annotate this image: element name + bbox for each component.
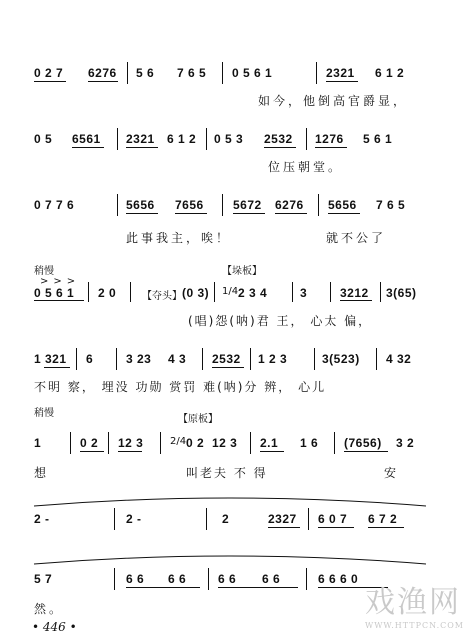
note-group: 6 6 (168, 572, 187, 586)
barline (114, 568, 115, 590)
watermark-url: WWW.HTTPCN.COM (364, 621, 464, 630)
note-group: 12 3 (212, 436, 238, 450)
barline (334, 432, 335, 454)
note-group: 12 3 (118, 436, 144, 450)
note-group: 3(523) (322, 352, 360, 366)
section-marking: 【垛板】 (222, 266, 262, 277)
note-group: 3 2 (396, 436, 415, 450)
barline (70, 432, 71, 454)
note-group: 1 321 (34, 352, 67, 366)
underline (80, 451, 104, 452)
underline (175, 213, 207, 214)
tie-arc (30, 494, 430, 508)
barline (306, 128, 307, 150)
barline (292, 282, 293, 302)
barline (206, 508, 207, 530)
barline (117, 194, 118, 216)
barline (376, 348, 377, 370)
note-group: 6 6 (262, 572, 281, 586)
note-group: 6 7 2 (368, 512, 398, 526)
note-group: 3(65) (386, 286, 417, 300)
underline (233, 213, 265, 214)
note-group: 0 5 3 (214, 132, 244, 146)
note-group: 0 5 (34, 132, 53, 146)
barline (222, 62, 223, 84)
underline (275, 213, 307, 214)
underline (318, 527, 354, 528)
underline (44, 367, 70, 368)
barline (314, 348, 315, 370)
section-marking: 【原板】 (178, 414, 218, 425)
note-group: 2532 (264, 132, 293, 146)
note-group: 5 6 1 (363, 132, 393, 146)
note-group: 2 3 4 (238, 286, 268, 300)
note-group: 5656 (328, 198, 357, 212)
barline (250, 432, 251, 454)
lyric-line: 不明 察， 埋没 功勋 赏罚 难(呐)分 辨， 心儿 (34, 380, 327, 394)
lyric-line: 此事我主，唉！ (126, 231, 232, 245)
underline (34, 81, 66, 82)
note-group: 5 7 (34, 572, 53, 586)
page-number: • 446 • (32, 620, 77, 634)
note-group: 1 6 (300, 436, 319, 450)
note-group: 7 6 5 (177, 66, 207, 80)
underline (72, 147, 104, 148)
barline (250, 348, 251, 370)
note-group: 6 (86, 352, 94, 366)
note-group: 6 6 6 0 (318, 572, 359, 586)
percussion-cue: 【夺头】 (142, 291, 182, 302)
note-group: 0 2 7 (34, 66, 64, 80)
barline (380, 282, 381, 302)
barline (202, 348, 203, 370)
note-group: 3 23 (126, 352, 152, 366)
note-group: 5656 (126, 198, 155, 212)
underline (218, 587, 298, 588)
watermark-logo-text: 戏渔网 (364, 585, 461, 620)
barline (88, 282, 89, 302)
barline (208, 568, 209, 590)
note-group: 3 (300, 286, 308, 300)
tempo-marking: 稍慢 (34, 408, 54, 419)
note-group: (0 3) (182, 286, 210, 300)
barline (76, 348, 77, 370)
note-group: 1 2 3 (258, 352, 288, 366)
barline (316, 62, 317, 84)
time-signature: 2/4 (170, 436, 187, 447)
note-group: 6276 (88, 66, 117, 80)
note-group: 0 7 7 6 (34, 198, 75, 212)
barline (117, 128, 118, 150)
barline (130, 282, 131, 302)
note-group: 6561 (72, 132, 101, 146)
note-group: 0 2 (186, 436, 205, 450)
lyric-line: 位压朝堂。 (268, 160, 344, 174)
barline (108, 432, 109, 454)
note-group: 0 2 (80, 436, 99, 450)
underline (326, 81, 358, 82)
note-group: 2 - (34, 512, 50, 526)
barline (308, 508, 309, 530)
barline (116, 348, 117, 370)
note-group: 6 6 (218, 572, 237, 586)
note-group: 4 3 (168, 352, 187, 366)
underline (264, 147, 296, 148)
barline (214, 282, 215, 302)
note-group: 6 1 2 (375, 66, 405, 80)
underline (126, 147, 158, 148)
note-group: 1276 (315, 132, 344, 146)
tie-arc (30, 552, 430, 566)
barline (160, 432, 161, 454)
underline (126, 587, 200, 588)
underline (260, 451, 284, 452)
barline (306, 568, 307, 590)
accent-marks: >>> (40, 276, 81, 287)
lyric-line: 就不公了 (326, 231, 387, 245)
lyric-line: 如今，他倒高官爵显， (258, 94, 409, 108)
note-group: 2 0 (98, 286, 117, 300)
note-group: 5 6 (136, 66, 155, 80)
underline (344, 451, 388, 452)
underline (126, 213, 158, 214)
watermark (365, 577, 464, 630)
barline (222, 194, 223, 216)
underline (328, 213, 360, 214)
barline (127, 62, 128, 84)
barline (318, 194, 319, 216)
underline (88, 81, 118, 82)
lyric-line: (唱)怨(呐)君 王， 心太 偏， (188, 314, 373, 328)
note-group: 0 5 6 1 (232, 66, 273, 80)
lyric-line: 然。 (34, 602, 65, 616)
note-group: 7 6 5 (376, 198, 406, 212)
note-group: 6 0 7 (318, 512, 348, 526)
note-group: 6276 (275, 198, 304, 212)
lyric-line: 安 (384, 466, 400, 480)
lyric-line: 想 (34, 466, 50, 480)
barline (114, 508, 115, 530)
note-group: 4 32 (386, 352, 412, 366)
tempo-marking: 稍慢 (34, 266, 54, 277)
time-signature: 1/4 (222, 286, 239, 297)
note-group: 2327 (268, 512, 297, 526)
note-group: 2321 (126, 132, 155, 146)
note-group: 3212 (340, 286, 369, 300)
note-group: 2532 (212, 352, 241, 366)
note-group: 2.1 (260, 436, 279, 450)
underline (268, 527, 300, 528)
note-group: 5672 (233, 198, 262, 212)
underline (368, 527, 404, 528)
underline (118, 451, 142, 452)
barline (206, 128, 207, 150)
lyric-line: 叫老夫 不 得 (186, 466, 268, 480)
note-group: 2 (222, 512, 230, 526)
note-group: 7656 (175, 198, 204, 212)
underline (34, 300, 84, 301)
underline (340, 300, 372, 301)
note-group: (7656) (344, 436, 382, 450)
note-group: 1 (34, 436, 42, 450)
underline (212, 367, 244, 368)
note-group: 2321 (326, 66, 355, 80)
note-group: 2 - (126, 512, 142, 526)
barline (330, 282, 331, 302)
note-group: 0 5 6 1 (34, 286, 75, 300)
underline (315, 147, 347, 148)
note-group: 6 1 2 (167, 132, 197, 146)
note-group: 6 6 (126, 572, 145, 586)
